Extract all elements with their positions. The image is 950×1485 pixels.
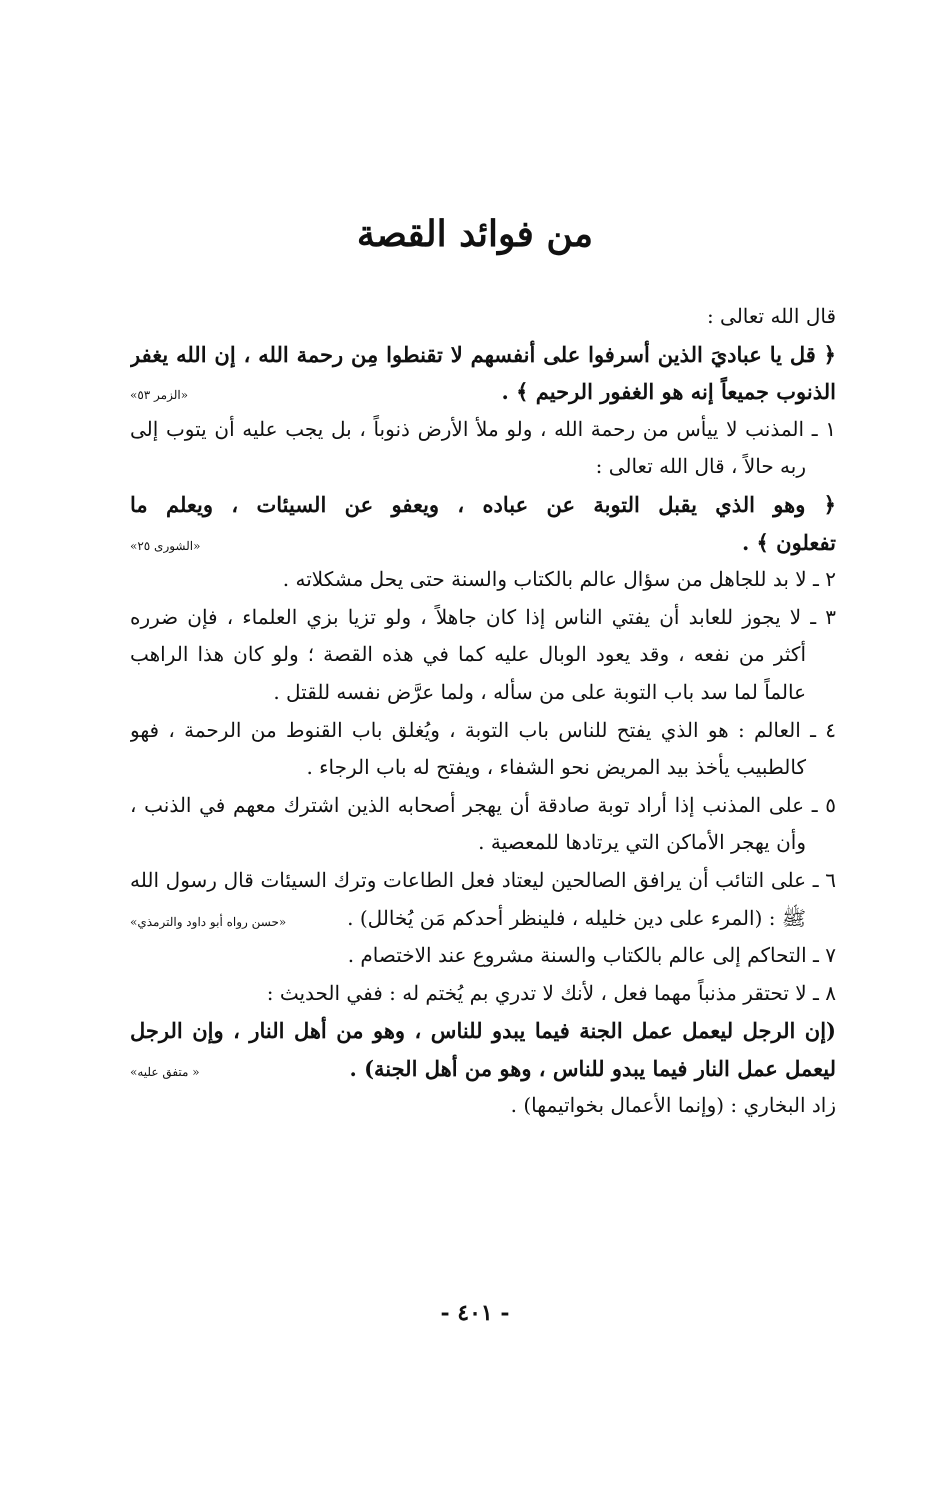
verse-text: الذنوب جميعاً إنه هو الغفور الرحيم ﴾ . — [501, 379, 836, 405]
text-line: وأن يهجر الأماكن التي يرتادها للمعصية . — [478, 830, 806, 855]
quran-verse-line — [130, 524, 836, 562]
list-item: ٢ ـ لا بد للجاهل من سؤال عالم بالكتاب والسنة حتى يحل مشكلاته . — [282, 567, 836, 592]
list-item: ٨ ـ لا تحتقر مذنباً مهما فعل ، لأنك لا تدري بم يُختم له : ففي الحديث : — [266, 980, 836, 1005]
list-item: ٤ ـ العالم : هو الذي يفتح للناس باب التوبة ، ويُغلق باب القنوط من الرحمة ، فهو — [130, 717, 836, 742]
hadith-text: ﷺ : (المرء على دين خليله ، فلينظر أحدكم مَن يُخالل) . — [347, 905, 806, 930]
text-line: ربه حالاً ، قال الله تعالى : — [595, 454, 806, 479]
body-text — [130, 298, 836, 1125]
text-line: قال الله تعالى : — [706, 304, 836, 328]
list-item: ٧ ـ التحاكم إلى عالم بالكتاب والسنة مشروع عند الاختصام . — [347, 943, 836, 968]
list-item: ٦ ـ على التائب أن يرافق الصالحين ليعتاد فعل الطاعات وترك السيئات قال رسول الله — [130, 867, 836, 892]
text-line: أكثر من نفعه ، وقد يعود الوبال عليه كما في هذه القصة ؛ ولو كان هذا الراهب — [130, 642, 806, 667]
list-item: ٣ ـ لا يجوز للعابد أن يفتي الناس إذا كان جاهلاً ، ولو تزيا بزي العلماء ، فإن ضرره — [130, 604, 836, 629]
hadith-line — [130, 1050, 836, 1088]
list-item: ٥ ـ على المذنب إذا أراد توبة صادقة أن يهجر أصحابه الذين اشترك معهم في الذنب ، — [130, 792, 836, 817]
hadith-line: (إن الرجل ليعمل عمل الجنة فيما يبدو للناس ، وهو من أهل النار ، وإن الرجل — [130, 1018, 836, 1044]
quran-verse-line — [130, 373, 836, 411]
page-title: من فوائد القصة — [356, 213, 594, 255]
verse-reference: «الزمر ٥٣» — [130, 388, 189, 403]
hadith-line — [130, 900, 836, 938]
verse-text: تفعلون ﴾ . — [741, 529, 836, 555]
hadith-reference: « متفق عليه» — [130, 1064, 200, 1079]
text-line: زاد البخاري : (وإنما الأعمال بخواتيمها) . — [510, 1093, 836, 1118]
text-line: كالطبيب يأخذ بيد المريض نحو الشفاء ، ويفتح له باب الرجاء . — [306, 755, 806, 780]
verse-reference: «الشورى ٢٥» — [130, 538, 201, 553]
hadith-text: ليعمل عمل النار فيما يبدو للناس ، وهو من أهل الجنة) . — [349, 1055, 836, 1081]
quran-verse-line: ﴿ وهو الذي يقبل التوبة عن عباده ، ويعفو عن السيئات ، ويعلم ما — [130, 491, 836, 517]
list-item: ١ ـ المذنب لا ييأس من رحمة الله ، ولو ملأ الأرض ذنوباً ، بل يجب عليه أن يتوب إلى — [130, 416, 836, 441]
hadith-reference: «حسن رواه أبو داود والترمذي» — [130, 914, 287, 929]
quran-verse-line: ﴿ قل يا عباديَ الذين أسرفوا على أنفسهم لا تقنطوا مِن رحمة الله ، إن الله يغفر — [130, 341, 836, 367]
page-number: - ٤٠١ - — [440, 1300, 510, 1326]
text-line: عالماً لما سد باب التوبة على من سأله ، ولما عرَّض نفسه للقتل . — [273, 679, 806, 704]
